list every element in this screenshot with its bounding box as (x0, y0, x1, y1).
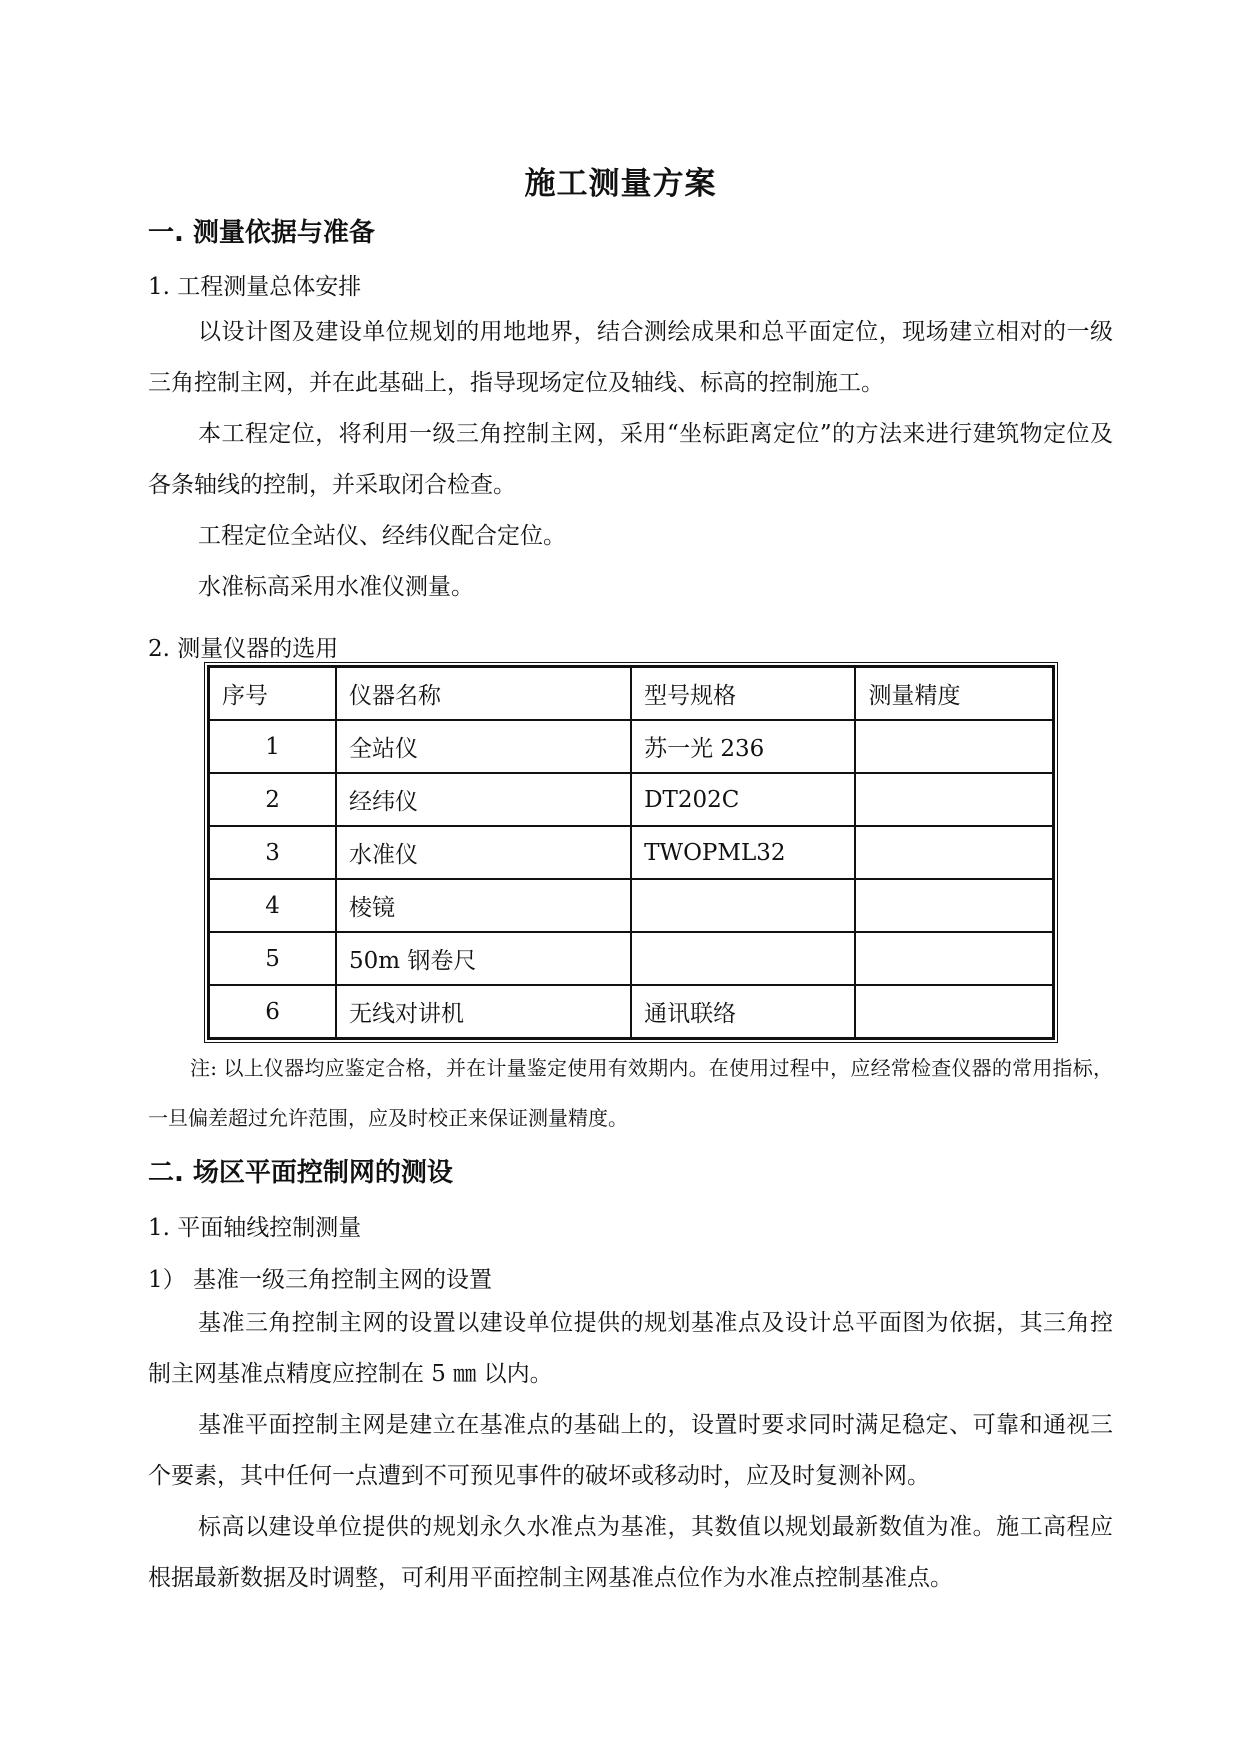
section-1-paragraph-4: 水准标高采用水准仪测量。 (198, 574, 474, 600)
table-note: 注: 以上仪器均应鉴定合格，并在计量鉴定使用有效期内。在使用过程中，应经常检查仪器的常用指标，一旦偏差超过允许范围，应及时校正来保证测量精度。 (148, 1056, 1113, 1130)
table-cell (855, 879, 1053, 932)
table-row (209, 932, 1053, 985)
table-cell (855, 932, 1053, 985)
table-cell: 1 (209, 720, 336, 773)
section-1-paragraph-1: 以设计图及建设单位规划的用地地界，结合测绘成果和总平面定位，现场建立相对的一级三角控制主网，并在此基础上，指导现场定位及轴线、标高的控制施工。 (148, 319, 1113, 396)
section-2-paragraph-1: 基准三角控制主网的设置以建设单位提供的规划基准点及设计总平面图为依据，其三角控制主网基准点精度应控制在 5 ㎜ 以内。 (148, 1310, 1113, 1387)
table-row (209, 879, 1053, 932)
table-cell (855, 773, 1053, 826)
table-cell (855, 720, 1053, 773)
table-cell: 无线对讲机 (336, 985, 631, 1038)
section-2-subheading-1: 1. 平面轴线控制测量 (148, 1215, 362, 1241)
table-cell (855, 826, 1053, 879)
section-1-paragraph-3: 工程定位全站仪、经纬仪配合定位。 (198, 523, 566, 549)
table-cell: 水准仪 (336, 826, 631, 879)
table-cell: 50m 钢卷尺 (336, 932, 631, 985)
section-1-subheading-1: 1. 工程测量总体安排 (148, 274, 362, 300)
section-1-paragraph-2: 本工程定位，将利用一级三角控制主网，采用“坐标距离定位”的方法来进行建筑物定位及各条轴线的控制，并采取闭合检查。 (148, 421, 1113, 498)
table-cell: 苏一光 236 (631, 720, 855, 773)
section-2-heading: 二. 场区平面控制网的测设 (148, 1158, 453, 1188)
header-cell: 序号 (209, 667, 336, 720)
instrument-table (207, 665, 1055, 1040)
table-cell: 全站仪 (336, 720, 631, 773)
table-cell (631, 932, 855, 985)
table-cell: 棱镜 (336, 879, 631, 932)
section-1-heading: 一. 测量依据与准备 (148, 218, 375, 248)
table-cell: 通讯联络 (631, 985, 855, 1038)
table-cell: 3 (209, 826, 336, 879)
document-title: 施工测量方案 (524, 166, 717, 202)
table-cell (855, 985, 1053, 1038)
section-1-subheading-2: 2. 测量仪器的选用 (148, 636, 339, 662)
table-row (209, 826, 1053, 879)
table-cell: DT202C (631, 773, 855, 826)
table-cell: 5 (209, 932, 336, 985)
table-cell: 经纬仪 (336, 773, 631, 826)
header-cell: 测量精度 (855, 667, 1053, 720)
table-cell: 4 (209, 879, 336, 932)
section-2-paragraph-3: 标高以建设单位提供的规划永久水准点为基准，其数值以规划最新数值为准。施工高程应根据最新数据及时调整，可利用平面控制主网基准点位作为水准点控制基准点。 (148, 1514, 1113, 1591)
table-cell: 6 (209, 985, 336, 1038)
table-row (209, 773, 1053, 826)
table-header-row (209, 667, 1053, 720)
header-cell: 仪器名称 (336, 667, 631, 720)
table-row (209, 720, 1053, 773)
table-cell: TWOPML32 (631, 826, 855, 879)
table-row (209, 985, 1053, 1038)
section-2-subheading-1a: 1） 基准一级三角控制主网的设置 (148, 1267, 492, 1293)
header-cell: 型号规格 (631, 667, 855, 720)
table-cell: 2 (209, 773, 336, 826)
section-2-paragraph-2: 基准平面控制主网是建立在基准点的基础上的，设置时要求同时满足稳定、可靠和通视三个要素，其中任何一点遭到不可预见事件的破坏或移动时，应及时复测补网。 (148, 1412, 1113, 1489)
table-cell (631, 879, 855, 932)
